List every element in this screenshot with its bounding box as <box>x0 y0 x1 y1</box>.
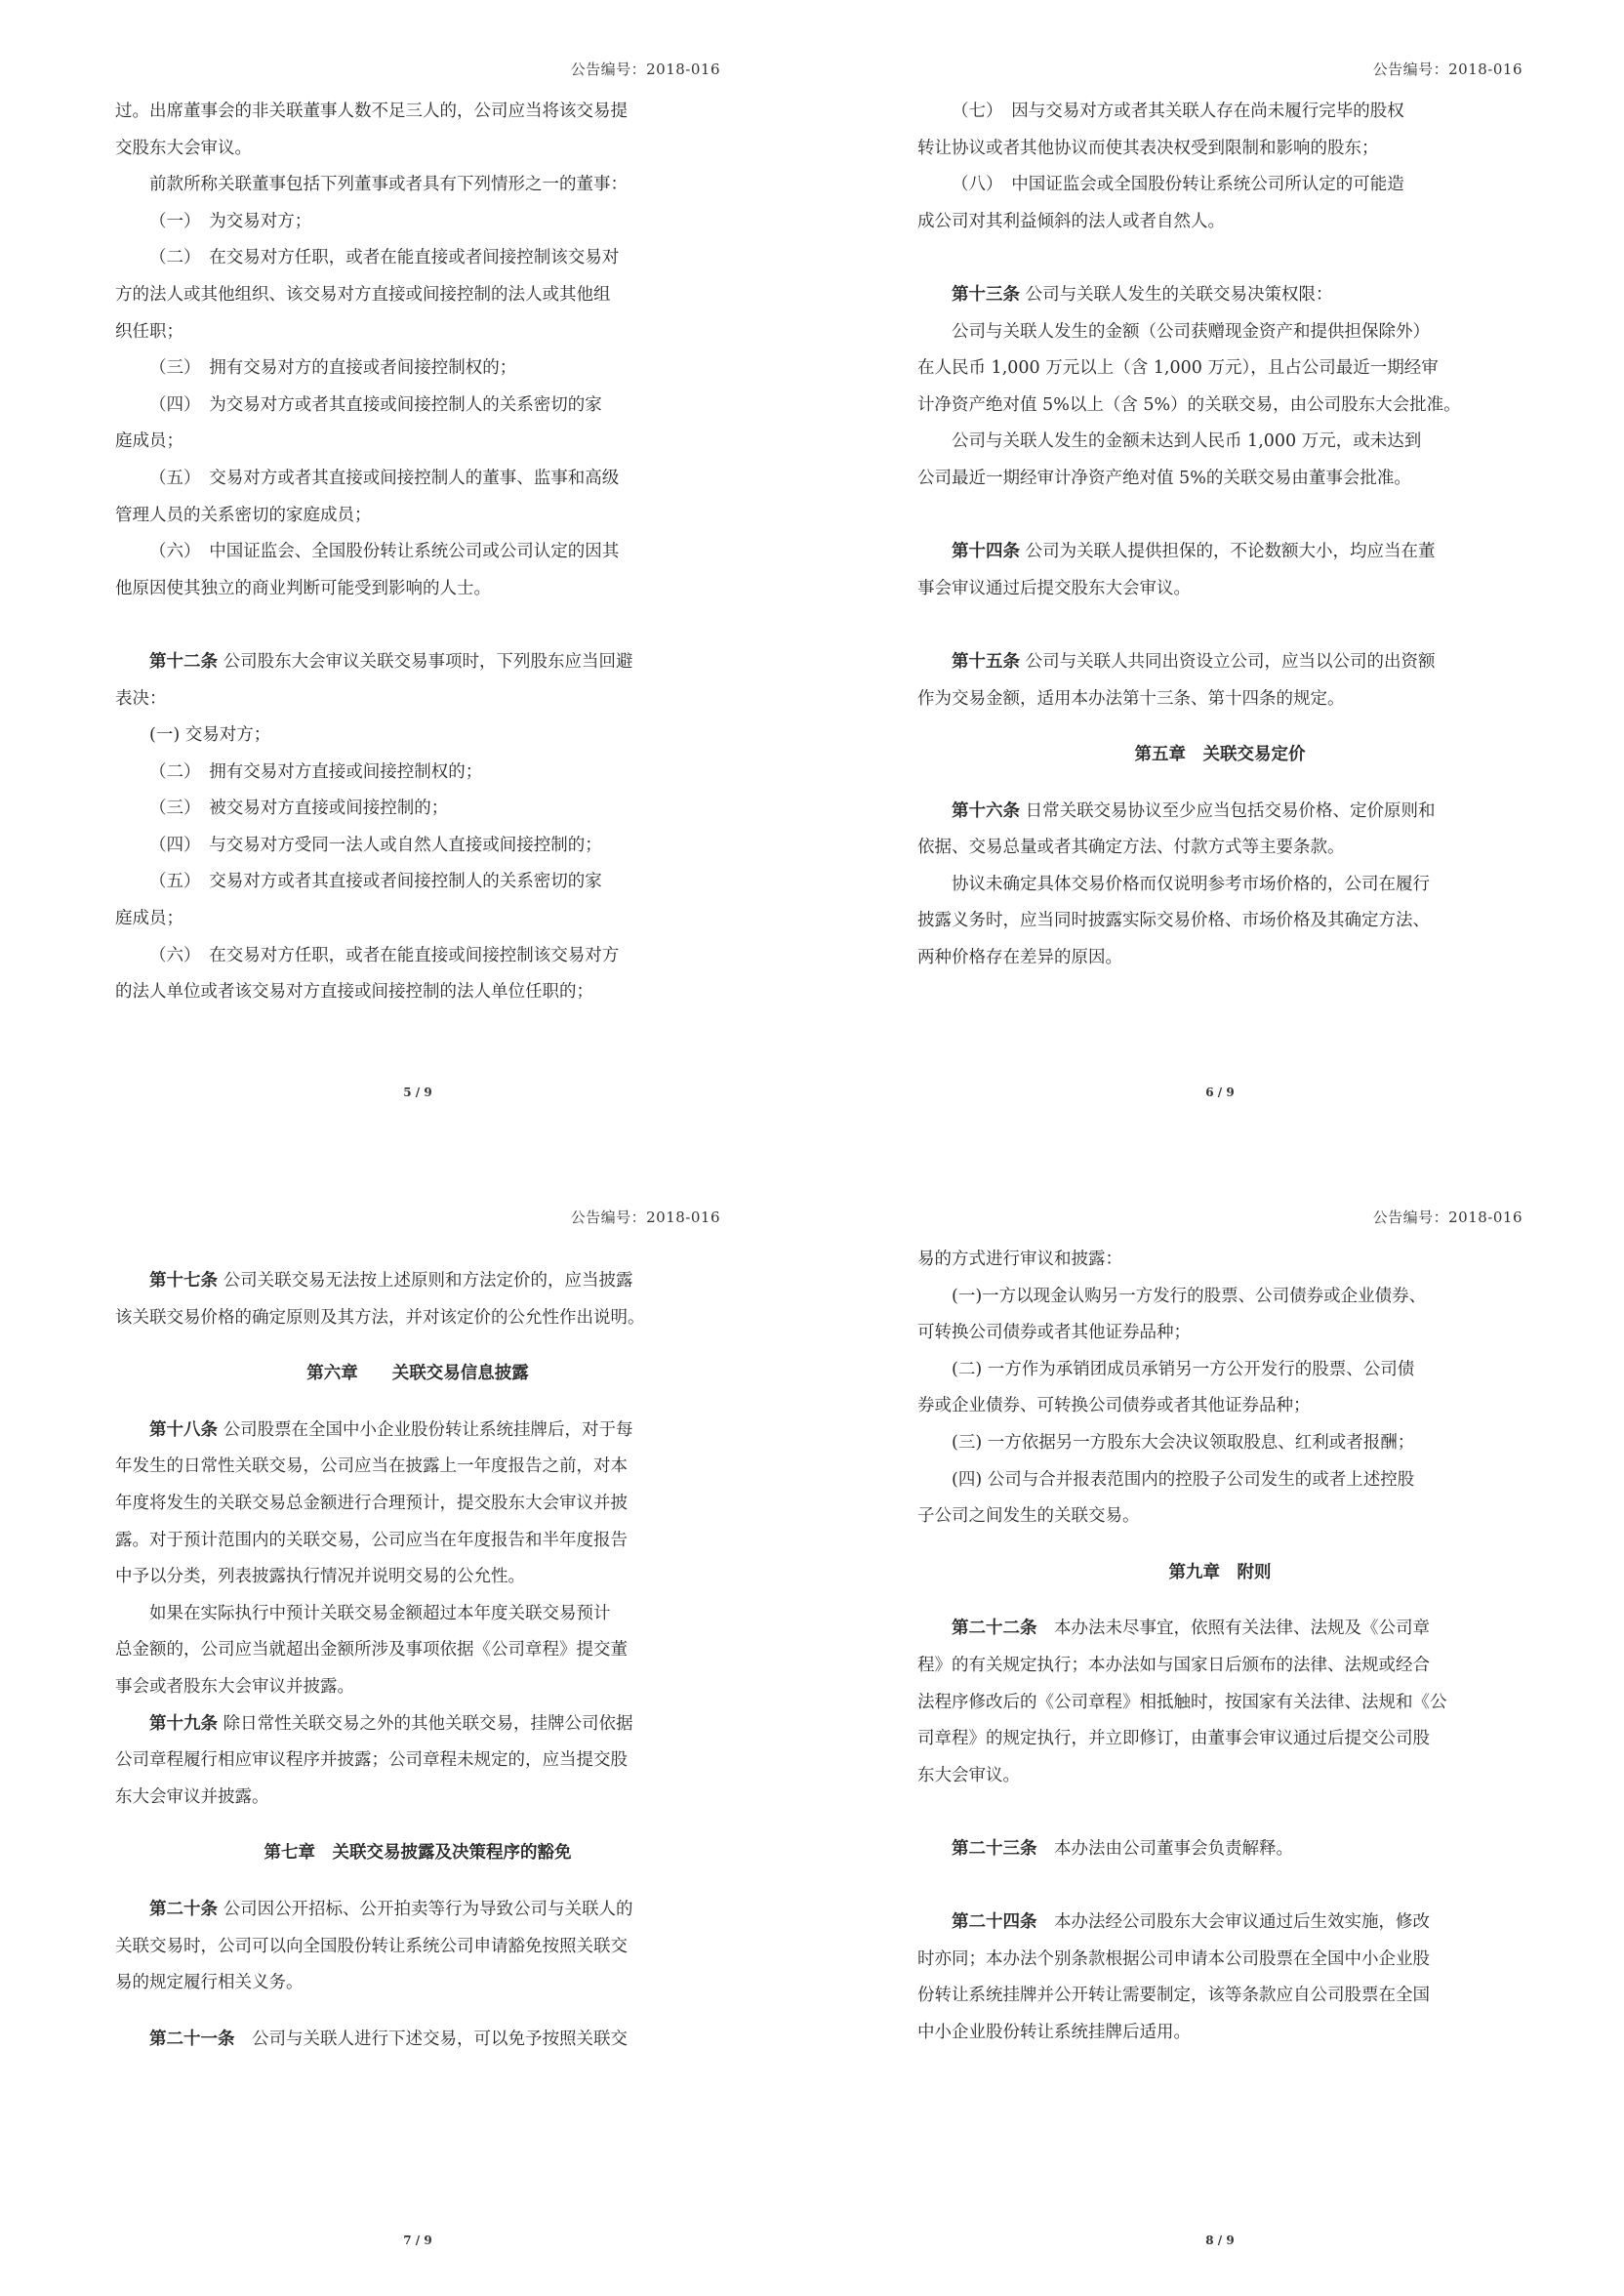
article-text: 公司与关联人进行下述交易，可以免予按照关联交 <box>234 2029 628 2049</box>
text-line: 中小企业股份转让系统挂牌后适用。 <box>917 2022 1191 2042</box>
article-text: 本办法未尽事宜，依照有关法律、法规及《公司章 <box>1036 1619 1430 1639</box>
text-line: （七） 因与交易对方或者其关联人存在尚未履行完毕的股权 <box>952 102 1404 121</box>
announcement-number: 公告编号：2018-016 <box>570 61 720 78</box>
text-line: 他原因使其独立的商业判断可能受到影响的人士。 <box>115 578 491 598</box>
text-line: （二） 拥有交易对方直接或间接控制权的； <box>149 761 483 782</box>
text-line: （六） 中国证监会、全国股份转让系统公司或公司认定的因其 <box>149 542 620 562</box>
article-title: 第十六条 <box>952 800 1020 821</box>
text-line: 可转换公司债券或者其他证券品种； <box>917 1323 1191 1343</box>
text-line: （一） 为交易对方； <box>149 211 312 231</box>
text-line: 庭成员； <box>115 431 183 452</box>
article-title: 第十九条 <box>149 1713 218 1734</box>
text-line: （三） 拥有交易对方的直接或者间接控制权的； <box>149 358 517 379</box>
page-number: 7 / 9 <box>403 2234 432 2247</box>
chapter-heading: 第六章 关联交易信息披露 <box>306 1364 529 1384</box>
text-line: 程》的有关规定执行；本办法如与国家日后颁布的法律、法规或经合 <box>917 1655 1430 1675</box>
text-line: （六） 在交易对方任职，或者在能直接或间接控制该交易对方 <box>149 945 620 965</box>
text-line: (一) 交易对方； <box>149 725 271 746</box>
article-text: 除日常性关联交易之外的其他关联交易，挂牌公司依据 <box>218 1713 633 1734</box>
text-line: 东大会审议。 <box>917 1765 1020 1785</box>
article-title: 第十四条 <box>952 542 1020 562</box>
text-line: 该关联交易价格的确定原则及其方法，并对该定价的公允性作出说明。 <box>115 1307 645 1328</box>
text-line: （四） 与交易对方受同一法人或自然人直接或间接控制的； <box>149 835 602 855</box>
text-line: 庭成员； <box>115 909 183 929</box>
article-19 <box>115 1706 720 1743</box>
text-line: 前款所称关联董事包括下列董事或者具有下列情形之一的董事： <box>149 175 628 195</box>
text-line: 年发生的日常性关联交易，公司应当在披露上一年度报告之前，对本 <box>115 1456 628 1477</box>
article-text: 公司因公开招标、公开拍卖等行为导致公司与关联人的 <box>218 1899 633 1919</box>
text-line: 东大会审议并披露。 <box>115 1786 269 1807</box>
text-line: 份转让系统挂牌并公开转让需要制定，该等条款应自公司股票在全国 <box>917 1986 1430 2006</box>
article-title: 第二十四条 <box>952 1912 1037 1933</box>
text-line: 两种价格存在差异的原因。 <box>917 948 1122 968</box>
text-line: 如果在实际执行中预计关联交易金额超过本年度关联交易预计 <box>149 1603 611 1623</box>
article-20 <box>115 1892 720 1929</box>
article-title: 第十八条 <box>149 1419 218 1440</box>
article-text: 本办法经公司股东大会审议通过后生效实施，修改 <box>1036 1912 1430 1933</box>
text-line: 法程序修改后的《公司章程》相抵触时，按国家有关法律、法规和《公 <box>917 1692 1447 1712</box>
text-line: （五） 交易对方或者其直接或间接控制人的董事、监事和高级 <box>149 468 620 488</box>
announcement-number: 公告编号：2018-016 <box>1372 1209 1522 1226</box>
article-16 <box>917 794 1522 831</box>
article-title: 第二十二条 <box>952 1619 1037 1639</box>
text-line: 交股东大会审议。 <box>115 138 252 158</box>
article-title: 第十三条 <box>952 284 1020 305</box>
text-line: 织任职； <box>115 321 183 342</box>
article-title: 第二十条 <box>149 1899 218 1919</box>
article-18 <box>115 1413 720 1450</box>
announcement-number: 公告编号：2018-016 <box>570 1209 720 1226</box>
text-line: 计净资产绝对值 5%以上（含 5%）的关联交易，由公司股东大会批准。 <box>917 394 1461 415</box>
text-line: 司章程》的规定执行，并立即修订，由董事会审议通过后提交公司股 <box>917 1729 1430 1749</box>
text-line: 事会或者股东大会审议并披露。 <box>115 1676 354 1697</box>
article-text: 公司股票在全国中小企业股份转让系统挂牌后，对于每 <box>218 1419 633 1440</box>
announcement-number: 公告编号：2018-016 <box>1372 61 1522 78</box>
text-line: 表决： <box>115 688 167 709</box>
text-line: 依据、交易总量或者其确定方法、付款方式等主要条款。 <box>917 838 1345 858</box>
text-line: 过。出席董事会的非关联董事人数不足三人的，公司应当将该交易提 <box>115 102 628 121</box>
text-line: 方的法人或其他组织、该交易对方直接或间接控制的法人或其他组 <box>115 284 611 305</box>
article-15 <box>917 644 1522 681</box>
article-title: 第二十一条 <box>149 2029 235 2049</box>
text-line: （二） 在交易对方任职，或者在能直接或者间接控制该交易对 <box>149 248 620 268</box>
page-number: 8 / 9 <box>1205 2234 1235 2247</box>
text-line: 中予以分类，列表披露执行情况并说明交易的公允性。 <box>115 1567 525 1587</box>
text-line: 公司与关联人发生的金额未达到人民币 1,000 万元，或未达到 <box>952 431 1422 452</box>
article-12 <box>115 644 720 681</box>
text-line: 公司章程履行相应审议程序并披露；公司章程未规定的，应当提交股 <box>115 1750 628 1771</box>
text-line: 易的规定履行相关义务。 <box>115 1973 304 1993</box>
article-21 <box>115 2022 720 2059</box>
text-line: 券或企业债券、可转换公司债券或者其他证券品种； <box>917 1396 1311 1416</box>
text-line: 子公司之间发生的关联交易。 <box>917 1506 1140 1527</box>
text-line: 公司与关联人发生的金额（公司获赠现金资产和提供担保除外） <box>952 321 1430 342</box>
page-number: 6 / 9 <box>1205 1086 1235 1099</box>
text-line: 事会审议通过后提交股东大会审议。 <box>917 578 1191 598</box>
page-number: 5 / 9 <box>403 1086 432 1099</box>
text-line: 时亦同；本办法个别条款根据公司申请本公司股票在全国中小企业股 <box>917 1948 1430 1969</box>
text-line: 年度将发生的关联交易总金额进行合理预计，提交股东大会审议并披 <box>115 1493 628 1513</box>
text-line: （五） 交易对方或者其直接或者间接控制人的关系密切的家 <box>149 872 602 892</box>
text-line: 转让协议或者其他协议而使其表决权受到限制和影响的股东； <box>917 138 1379 158</box>
text-line: 的法人单位或者该交易对方直接或间接控制的法人单位任职的； <box>115 982 593 1003</box>
article-text: 本办法由公司董事会负责解释。 <box>1036 1838 1293 1859</box>
article-17 <box>115 1263 720 1300</box>
article-text: 公司关联交易无法按上述原则和方法定价的，应当披露 <box>218 1271 633 1291</box>
article-text: 公司与关联人发生的关联交易决策权限： <box>1020 284 1333 305</box>
text-line: 露。对于预计范围内的关联交易，公司应当在年度报告和半年度报告 <box>115 1530 628 1550</box>
text-line: 易的方式进行审议和披露： <box>917 1250 1122 1269</box>
article-text: 公司为关联人提供担保的，不论数额大小，均应当在董 <box>1020 542 1436 562</box>
text-line: 协议未确定具体交易价格而仅说明参考市场价格的，公司在履行 <box>952 874 1430 894</box>
article-23 <box>917 1831 1522 1868</box>
text-line: 关联交易时，公司可以向全国股份转让系统公司申请豁免按照关联交 <box>115 1936 628 1956</box>
article-text: 公司股东大会审议关联交易事项时，下列股东应当回避 <box>218 651 633 672</box>
text-line: 总金额的，公司应当就超出金额所涉及事项依据《公司章程》提交董 <box>115 1640 628 1660</box>
article-title: 第十七条 <box>149 1271 218 1291</box>
text-line: （三） 被交易对方直接或间接控制的； <box>149 799 449 819</box>
text-line: 在人民币 1,000 万元以上（含 1,000 万元），且占公司最近一期经审 <box>917 358 1439 379</box>
text-line: （四） 为交易对方或者其直接或间接控制人的关系密切的家 <box>149 394 602 415</box>
article-title: 第十五条 <box>952 651 1020 672</box>
chapter-heading: 第五章 关联交易定价 <box>1134 745 1306 765</box>
article-text: 日常关联交易协议至少应当包括交易价格、定价原则和 <box>1020 800 1436 821</box>
chapter-heading: 第七章 关联交易披露及决策程序的豁免 <box>264 1843 572 1864</box>
text-line: (三) 一方依据另一方股东大会决议领取股息、红利或者报酬； <box>952 1432 1415 1453</box>
text-line: 成公司对其利益倾斜的法人或者自然人。 <box>917 211 1225 231</box>
article-text: 公司与关联人共同出资设立公司，应当以公司的出资额 <box>1020 651 1436 672</box>
text-line: 公司最近一期经审计净资产绝对值 5%的关联交易由董事会批准。 <box>917 468 1411 488</box>
text-line: 披露义务时，应当同时披露实际交易价格、市场价格及其确定方法、 <box>917 911 1430 931</box>
text-line: 管理人员的关系密切的家庭成员； <box>115 505 372 525</box>
text-line: （八） 中国证监会或全国股份转让系统公司所认定的可能造 <box>952 175 1404 195</box>
text-line: (二) 一方作为承销团成员承销另一方公开发行的股票、公司债 <box>952 1359 1415 1379</box>
article-22 <box>917 1611 1522 1648</box>
article-14 <box>917 534 1522 571</box>
text-line: 作为交易金额，适用本办法第十三条、第十四条的规定。 <box>917 688 1345 709</box>
article-title: 第十二条 <box>149 651 218 672</box>
article-24 <box>917 1905 1522 1942</box>
article-13 <box>917 277 1522 314</box>
text-line: (四) 公司与合并报表范围内的控股子公司发生的或者上述控股 <box>952 1469 1415 1490</box>
text-line: (一)一方以现金认购另一方发行的股票、公司债券或企业债券、 <box>952 1286 1427 1306</box>
chapter-heading: 第九章 附则 <box>1168 1562 1272 1582</box>
article-title: 第二十三条 <box>952 1838 1037 1859</box>
